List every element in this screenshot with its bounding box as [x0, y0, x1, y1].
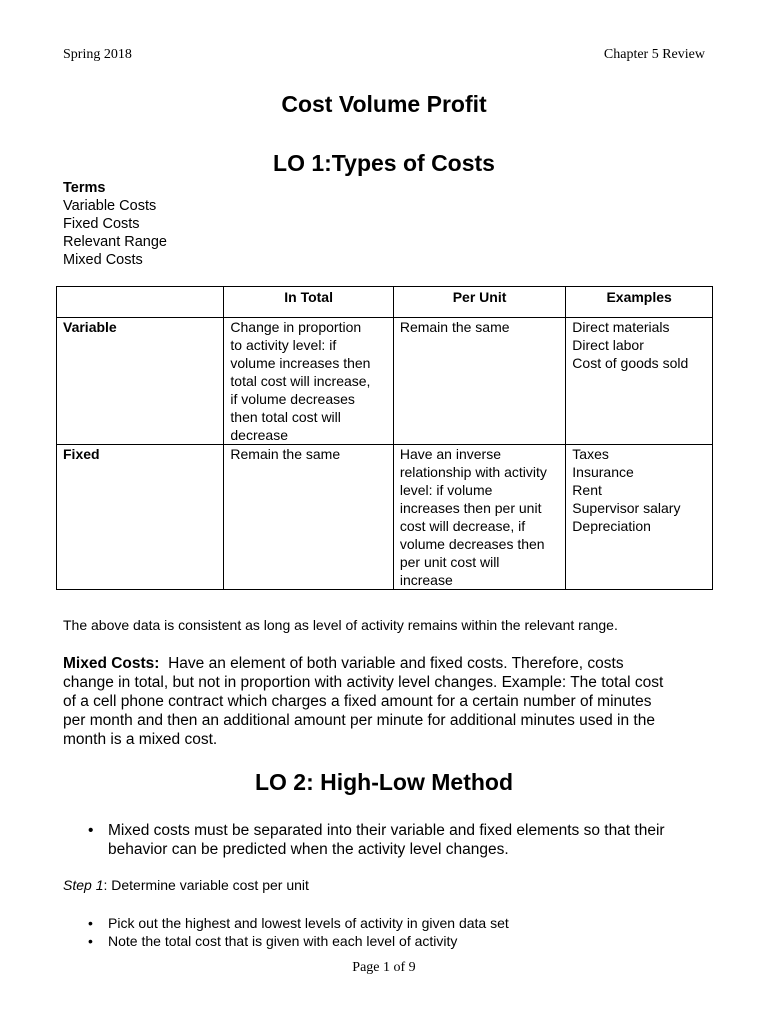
- cell-line: Change in proportion: [230, 319, 362, 335]
- table-row-variable: [57, 318, 713, 445]
- cell-line: Rent: [572, 482, 602, 498]
- mixed-text: Have an element of both variable and fixed costs. Therefore, costs: [159, 655, 624, 672]
- header-left: Spring 2018: [63, 47, 132, 62]
- term-item: Mixed Costs: [63, 252, 143, 268]
- terms-heading: Terms: [63, 180, 106, 196]
- section-heading-lo2: LO 2: High-Low Method: [254, 769, 514, 795]
- cell-line: if volume decreases: [230, 391, 355, 407]
- cell-per-unit: [393, 445, 565, 590]
- step-text: : Determine variable cost per unit: [103, 877, 309, 893]
- cell-line: volume increases then: [230, 355, 371, 371]
- cell-line: volume decreases then: [399, 536, 545, 552]
- cell-line: Have an inverse: [399, 446, 501, 462]
- step-1: [63, 877, 309, 893]
- terms-list: [63, 179, 167, 269]
- cell-line: Cost of goods sold: [572, 355, 689, 371]
- bullet-icon: •: [88, 915, 93, 931]
- row-label: Variable: [57, 318, 224, 445]
- cell-in-total: [224, 318, 393, 445]
- table-header-cell: Per Unit: [393, 287, 565, 318]
- cell-line: Insurance: [572, 464, 634, 480]
- cell-line: relationship with activity: [399, 464, 547, 480]
- cell-line: Remain the same: [230, 446, 341, 462]
- step-bullet-list: [88, 914, 509, 950]
- cell-in-total: [224, 445, 393, 590]
- cell-line: total cost will increase,: [230, 373, 371, 389]
- cell-line: decrease: [230, 427, 288, 443]
- term-item: Variable Costs: [63, 198, 157, 214]
- mixed-line: change in total, but not in proportion with activity level changes. Example: The total cost: [63, 674, 664, 691]
- cell-line: per unit cost will: [399, 554, 500, 570]
- section-heading-lo1: LO 1:Types of Costs: [273, 150, 495, 176]
- table-header-cell: In Total: [224, 287, 393, 318]
- list-item-text: Pick out the highest and lowest levels of activity in given data set: [108, 915, 509, 931]
- cell-line: cost will decrease, if: [399, 518, 526, 534]
- bullet-text: [108, 821, 728, 859]
- list-item: [88, 932, 509, 950]
- table-row-fixed: [57, 445, 713, 590]
- table-header-cell: [57, 287, 224, 318]
- list-item: [88, 914, 509, 932]
- cell-line: Direct materials: [572, 319, 670, 335]
- mixed-line: month is a mixed cost.: [63, 731, 218, 748]
- mixed-costs-label: Mixed Costs:: [63, 655, 160, 672]
- cell-line: to activity level: if: [230, 337, 337, 353]
- cell-line: increase: [399, 572, 453, 588]
- bullet-line: Mixed costs must be separated into their variable and fixed elements so that their: [108, 822, 665, 839]
- mixed-line: per month and then an additional amount per minute for additional minutes used in the: [63, 712, 655, 729]
- cell-examples: [566, 318, 713, 445]
- cell-per-unit: [393, 318, 565, 445]
- page-number: Page 1 of 9: [352, 960, 416, 975]
- table-header-cell: Examples: [566, 287, 713, 318]
- cell-line: then total cost will: [230, 409, 341, 425]
- bullet-line: behavior can be predicted when the activity level changes.: [108, 841, 509, 858]
- cell-line: Depreciation: [572, 518, 651, 534]
- relevant-range-note: The above data is consistent as long as level of activity remains within the relevant range.: [63, 617, 618, 633]
- bullet-icon: •: [88, 933, 93, 949]
- cell-examples: [566, 445, 713, 590]
- mixed-line: of a cell phone contract which charges a fixed amount for a certain number of minutes: [63, 693, 652, 710]
- cell-line: increases then per unit: [399, 500, 542, 516]
- row-label: Fixed: [57, 445, 224, 590]
- mixed-line: [63, 654, 708, 673]
- step-label: Step 1: [63, 877, 104, 893]
- cell-line: Remain the same: [399, 319, 510, 335]
- cell-line: Direct labor: [572, 337, 644, 353]
- cost-types-table: [56, 286, 713, 590]
- cell-line: level: if volume: [399, 482, 493, 498]
- header-right: Chapter 5 Review: [603, 47, 705, 62]
- cell-line: Supervisor salary: [572, 500, 681, 516]
- term-item: Relevant Range: [63, 234, 167, 250]
- list-item-text: Note the total cost that is given with each level of activity: [108, 933, 458, 949]
- term-item: Fixed Costs: [63, 216, 140, 232]
- bullet-icon: •: [88, 822, 94, 839]
- page-title: Cost Volume Profit: [281, 91, 487, 117]
- table-header-row: [57, 287, 713, 318]
- mixed-costs-paragraph: [63, 654, 708, 749]
- cell-line: Taxes: [572, 446, 609, 462]
